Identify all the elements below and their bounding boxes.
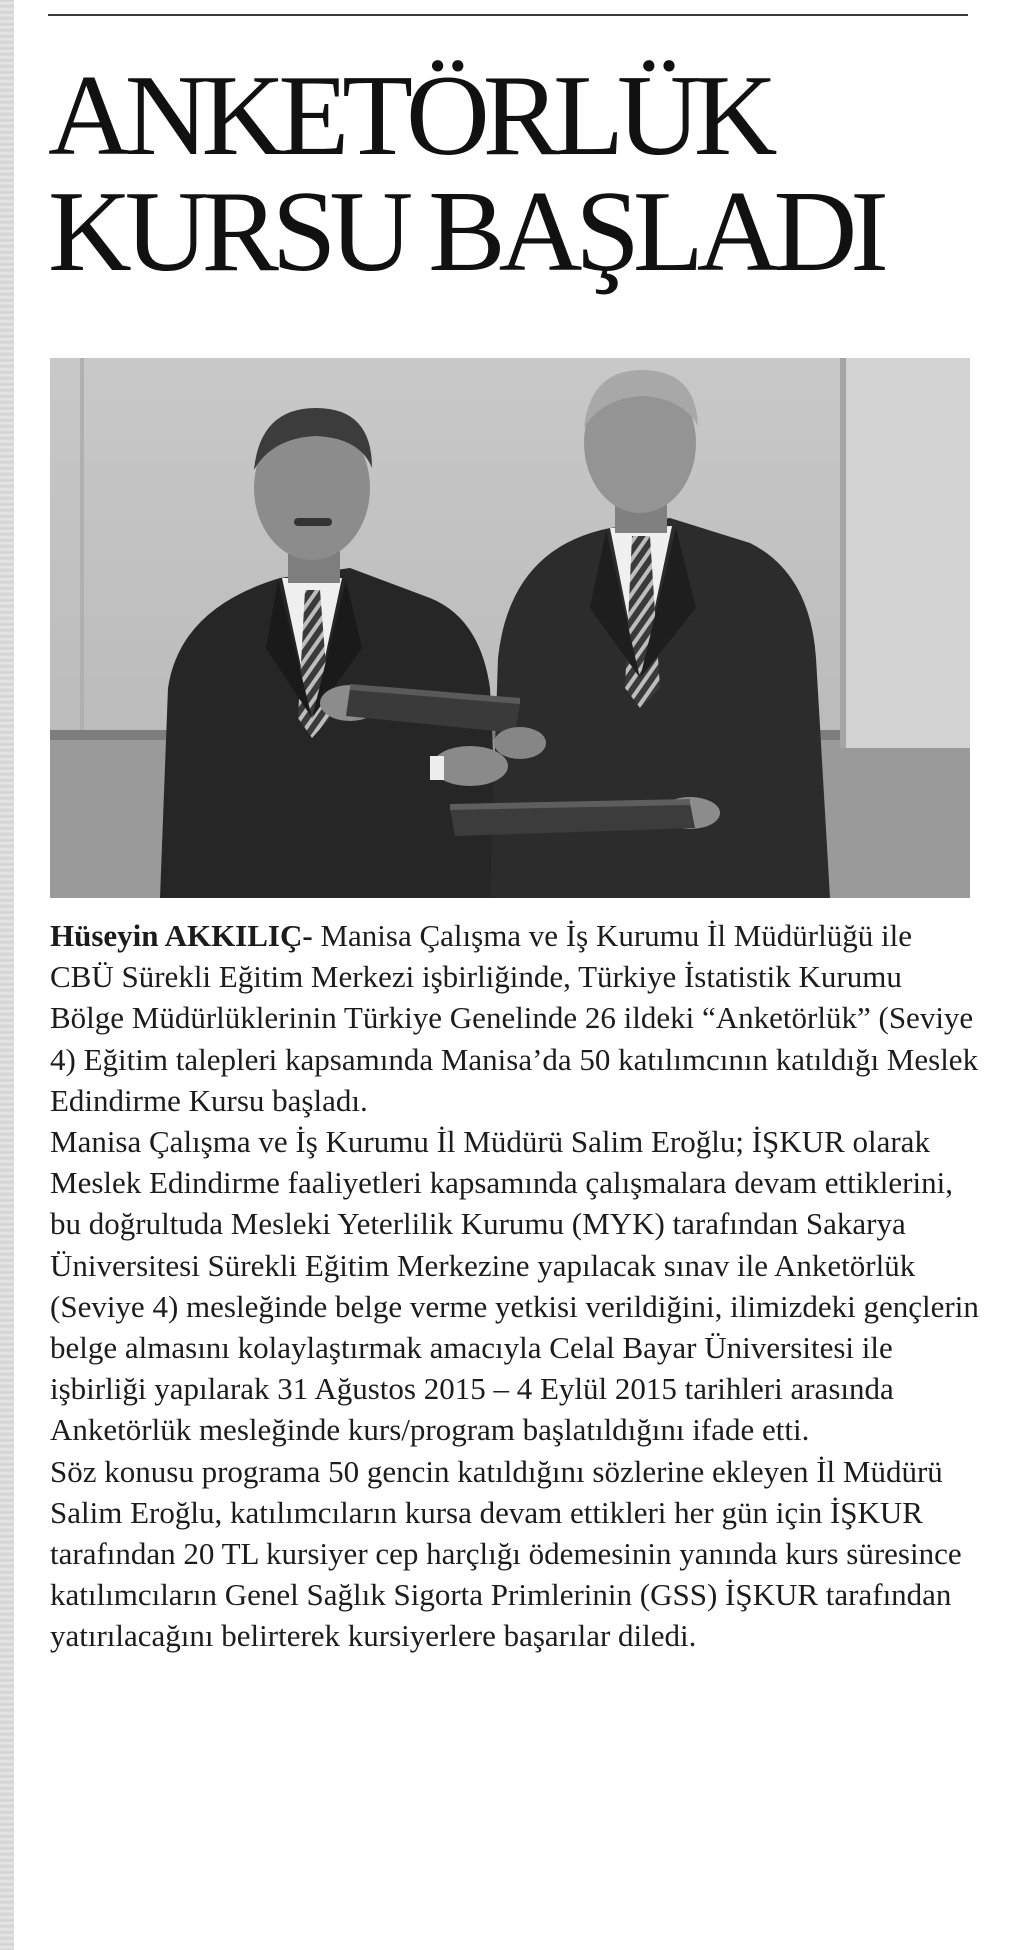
- article-paragraph-2: Söz konusu programa 50 gencin katıldığını sözlerine ekleyen İl Müdürü Salim Eroğlu, katılımcıların kursa devam ettikleri her gün için İŞKUR tarafından 20 TL kursiyer cep harçlığı ödemesinin yanında kurs süresince katılımcıların Genel Sağlık Sigorta Primlerinin (GSS) İŞKUR tarafından yatırılacağını belirterek kursiyerlere başarılar diledi.: [50, 1453, 962, 1654]
- headline-line-1: ANKETÖRLÜK: [48, 52, 771, 180]
- byline: Hüseyin AKKILIÇ: [50, 918, 303, 953]
- photo-two-men-exchanging-documents-icon: [50, 358, 970, 898]
- headline: [48, 52, 978, 296]
- page-edge: [0, 0, 14, 1950]
- top-rule: [48, 14, 968, 16]
- byline-separator: -: [302, 918, 321, 953]
- article-lead: [50, 915, 980, 1121]
- headline-line-2: KURSU BAŞLADI: [48, 168, 882, 296]
- lead-text: Manisa Çalışma ve İş Kurumu İl Müdürlüğü ile CBÜ Sürekli Eğitim Merkezi işbirliğinde, Türkiye İstatistik Kurumu Bölge Müdürlüklerinin Türkiye Genelinde 26 ildeki “Anketörlük” (Seviye 4) Eğitim talepleri kapsamında Manisa’da 50 katılımcının katıldığı Meslek Edindirme Kursu başladı.: [50, 918, 979, 1118]
- article-paragraph-1: Manisa Çalışma ve İş Kurumu İl Müdürü Salim Eroğlu; İŞKUR olarak Meslek Edindirme faaliyetleri kapsamında çalışmalara devam ettiklerini, bu doğrultuda Mesleki Yeterlilik Kurumu (MYK) tarafından Sakarya Üniversitesi Sürekli Eğitim Merkezine yapılacak sınav ile Anketörlük (Seviye 4) mesleğinde belge verme yetkisi verildiğini, ilimizdeki gençlerin belge almasını kolaylaştırmak amacıyla Celal Bayar Üniversitesi ile işbirliği yapılarak 31 Ağustos 2015 – 4 Eylül 2015 tarihleri arasında Anketörlük mesleğinde kurs/program başlatıldığını ifade etti.: [50, 1124, 979, 1448]
- article-body: [50, 915, 980, 1657]
- article-photo: [50, 358, 970, 898]
